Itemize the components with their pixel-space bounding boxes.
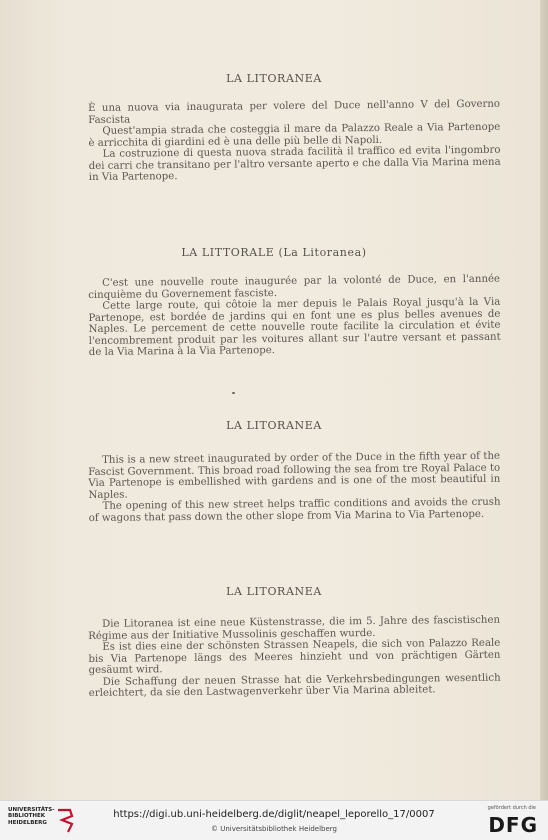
paragraph: Cette large route, qui côtoie la mer depuis le Palais Royal jusqu'à la Via Partenope, est bordée de jardins qui en font une es plus belles avenues de Naples. Le percement de cette nouvelle route facilite la circulation et évite l'encombrement produit par les voitures allant sur l'autre versant et passant de la Via Marina à la Via Partenope.	[88, 296, 501, 358]
ink-speck	[232, 392, 235, 394]
section-text-german	[88, 615, 501, 700]
paragraph: Quest'ampia strada che costeggia il mare da Palazzo Reale a Via Partenope è arricchita di giardini ed è una delle più belle di Napoli.	[88, 121, 501, 149]
viewer-footer	[0, 800, 548, 840]
dfg-logo: DFG	[488, 813, 538, 837]
section-text-english	[88, 451, 501, 524]
copyright-text: © Universitätsbibliothek Heidelberg	[210, 825, 337, 833]
page-edge	[540, 0, 548, 800]
paragraph: Die Schaffung der neuen Strasse hat die Verkehrsbedingungen wesentlich erleichtert, da sie den Lastwagenverkehr über Via Marina ableitet.	[88, 672, 501, 699]
section-title-italian: LA LITORANEA	[226, 72, 322, 85]
section-text-italian	[88, 99, 501, 184]
paragraph: This is a new street inaugurated by order of the Duce in the fifth year of the Fascist Government. This broad road following the sea from tre Royal Palace to Via Partenope is embellished with gardens and is one of the most beautiful in Naples.	[88, 450, 501, 501]
paragraph: Die Litoranea ist eine neue Küstenstrasse, die im 5. Jahre des fascistischen Régime aus der Initiative Mussolinis geschaffen wurde.	[88, 614, 501, 642]
section-title-french: LA LITTORALE (La Litoranea)	[181, 246, 367, 259]
library-name-line: UNIVERSITÄTS-	[8, 807, 55, 813]
permalink[interactable]: https://digi.ub.uni-heidelberg.de/diglit/neapel_leporello_17/0007	[113, 809, 435, 820]
section-text-french	[88, 274, 501, 359]
funder-note: gefördert durch die	[487, 805, 536, 811]
paragraph: È una nuova via inaugurata per volere del Duce nell'anno V del Governo Fascista	[88, 98, 501, 126]
library-name-line: BIBLIOTHEK	[8, 813, 46, 820]
paragraph: The opening of this new street helps traffic conditions and avoids the crush of wagons that pass down the other slope from Via Marina to Via Partenope.	[88, 496, 501, 524]
section-title-german: LA LITORANEA	[226, 585, 322, 598]
library-name-line: HEIDELBERG	[8, 819, 47, 826]
paragraph: Es ist dies eine der schönsten Strassen Neapels, die sich von Palazzo Reale bis Via Partenope längs des Meeres hinzieht und von prächtigen Gärten gesäumt wird.	[88, 637, 501, 676]
paragraph: La costruzione di questa nuova strada facilità il traffico ed evita l'ingombro dei carri che transitano per l'altro versante aperto e che dalla Via Marina mena in Via Partenope.	[88, 144, 501, 183]
paragraph: C'est une nouvelle route inaugurée par la volonté de Duce, en l'année cinquième du Governement fasciste.	[88, 273, 501, 301]
section-title-english: LA LITORANEA	[226, 419, 322, 432]
